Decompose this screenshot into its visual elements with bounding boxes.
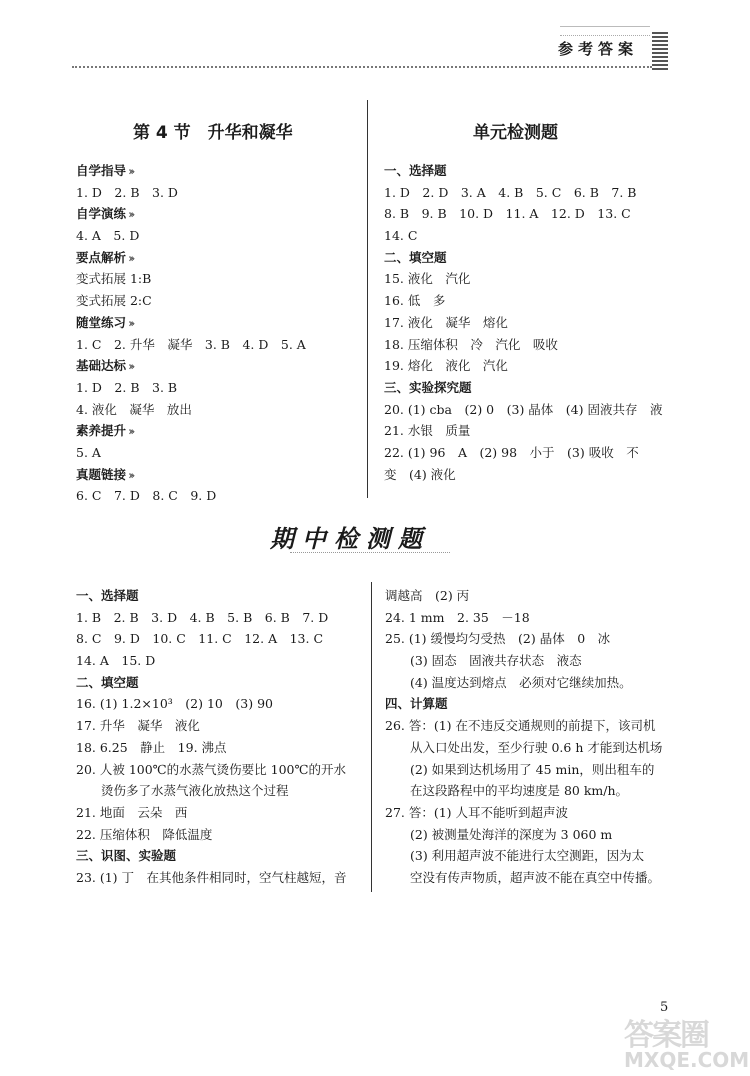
answer-row — [385, 867, 685, 889]
heading-row — [385, 693, 685, 715]
heading-row — [76, 845, 366, 867]
answer-row — [76, 759, 366, 781]
answer-text: 从入口处出发，至少行驶 0.6 h 才能到达机场 — [385, 739, 663, 755]
answer-text: 24. 1 mm 2. 35 －18 — [385, 609, 530, 625]
heading-text: 一、选择题 — [384, 163, 447, 178]
heading-row — [76, 585, 366, 607]
answer-row — [76, 693, 366, 715]
heading-text: 二、填空题 — [384, 249, 447, 265]
answer-text: 20. 人被 100℃的水蒸气烫伤要比 100℃的开水 — [76, 761, 346, 777]
answer-row — [76, 737, 366, 759]
answer-row — [384, 290, 684, 312]
answer-row — [76, 290, 361, 312]
bottom-column-divider — [371, 582, 372, 892]
answer-row — [385, 650, 685, 672]
answer-row — [385, 737, 685, 759]
heading-row — [76, 672, 366, 694]
answer-row — [385, 585, 685, 607]
heading-row — [76, 464, 361, 486]
answer-text: 16. (1) 1.2×10³ (2) 10 (3) 90 — [76, 696, 273, 712]
answer-row — [384, 225, 684, 247]
site-watermark-logo — [624, 1010, 750, 1070]
answer-text: 22. 压缩体积 降低温度 — [76, 826, 213, 842]
answer-row — [385, 824, 685, 846]
answer-text: (3) 利用超声波不能进行太空测距，因为太 — [385, 848, 645, 864]
answer-row — [384, 442, 684, 464]
answer-row — [385, 759, 685, 781]
answer-text: 4. 液化 凝华 放出 — [76, 401, 192, 417]
heading-text: 二、填空题 — [76, 674, 139, 690]
answer-row — [76, 334, 361, 356]
heading-text: 自学演练 — [76, 206, 127, 222]
heading-row — [384, 377, 684, 399]
section-right-answers — [384, 160, 684, 485]
top-column-divider — [367, 100, 368, 498]
heading-row — [76, 160, 361, 182]
chevron-icon: ››› — [128, 425, 133, 439]
answer-row — [385, 672, 685, 694]
answer-text: 18. 压缩体积 冷 汽化 吸收 — [384, 336, 558, 352]
answer-text: 1. B 2. B 3. D 4. B 5. B 6. B 7. D — [76, 609, 329, 625]
answer-row — [384, 312, 684, 334]
answer-text: 17. 液化 凝华 熔化 — [384, 314, 508, 330]
answer-text: (2) 被测量处海洋的深度为 3 060 m — [385, 826, 613, 842]
answer-text: 14. A 15. D — [76, 653, 156, 669]
answer-row — [76, 442, 361, 464]
heading-text: 随堂练习 — [76, 314, 127, 330]
answer-text: 19. 熔化 液化 汽化 — [384, 358, 508, 374]
answer-text: (4) 温度达到熔点 必须对它继续加热。 — [385, 674, 632, 690]
chevron-icon: ››› — [128, 208, 133, 222]
answer-text: 23. (1) 丁 在其他条件相同时，空气柱越短，音 — [76, 869, 347, 885]
heading-text: 一、选择题 — [76, 588, 139, 603]
answer-text: 1. D 2. D 3. A 4. B 5. C 6. B 7. B — [384, 184, 637, 200]
answer-row — [385, 845, 685, 867]
answer-text: (2) 如果到达机场用了 45 min，则出租车的 — [385, 761, 655, 777]
heading-text: 素养提升 — [76, 423, 127, 439]
answer-text: 4. A 5. D — [76, 228, 140, 244]
answer-text: 27. 答：(1) 人耳不能听到超声波 — [385, 804, 569, 820]
header-decoration — [560, 26, 650, 36]
heading-text: 基础达标 — [76, 358, 127, 374]
heading-text: 三、实验探究题 — [384, 379, 472, 395]
answer-row — [76, 182, 361, 204]
answer-row — [384, 420, 684, 442]
answer-row — [384, 182, 684, 204]
answer-text: 变 (4) 液化 — [384, 466, 456, 482]
answer-text: 调越高 (2) 丙 — [385, 588, 470, 603]
answer-text: 8. C 9. D 10. C 11. C 12. A 13. C — [76, 631, 324, 647]
section-title-right: 单元检测题 — [473, 123, 558, 143]
answer-text: 5. A — [76, 444, 101, 460]
answer-row — [76, 377, 361, 399]
heading-text: 真题链接 — [76, 466, 127, 482]
answer-text: 变式拓展 2:C — [76, 293, 152, 309]
heading-text: 要点解析 — [76, 249, 127, 265]
answer-row — [76, 802, 366, 824]
answer-text: 烫伤多了水蒸气液化放热这个过程 — [76, 783, 289, 799]
header-dotted-rule — [72, 66, 652, 68]
chevron-icon: ››› — [128, 316, 133, 330]
heading-row — [76, 420, 361, 442]
answer-row — [76, 225, 361, 247]
answer-text: 15. 液化 汽化 — [384, 271, 471, 287]
answer-row — [76, 628, 366, 650]
heading-row — [76, 247, 361, 269]
answer-row — [384, 334, 684, 356]
heading-row — [76, 355, 361, 377]
answer-text: 1. C 2. 升华 凝华 3. B 4. D 5. A — [76, 336, 306, 352]
answer-row — [385, 607, 685, 629]
answer-text: 6. C 7. D 8. C 9. D — [76, 488, 217, 504]
answer-text: 25. (1) 缓慢均匀受热 (2) 晶体 0 冰 — [385, 631, 611, 647]
answer-text: (3) 固态 固液共存状态 液态 — [385, 653, 582, 669]
heading-row — [76, 203, 361, 225]
answer-text: 变式拓展 1:B — [76, 271, 152, 287]
answer-text: 在这段路程中的平均速度是 80 km/h。 — [385, 783, 629, 799]
answer-row — [76, 780, 366, 802]
answer-row — [76, 268, 361, 290]
answer-text: 20. (1) cba (2) 0 (3) 晶体 (4) 固液共存 液 — [384, 401, 663, 417]
answer-row — [76, 607, 366, 629]
answer-row — [384, 464, 684, 486]
answer-text: 22. (1) 96 A (2) 98 小于 (3) 吸收 不 — [384, 444, 639, 460]
chevron-icon: ››› — [128, 251, 133, 265]
answer-row — [384, 203, 684, 225]
answer-row — [384, 399, 684, 421]
answer-text: 空没有传声物质，超声波不能在真空中传播。 — [385, 869, 661, 885]
answer-row — [76, 824, 366, 846]
answer-row — [76, 715, 366, 737]
answer-text: 1. D 2. B 3. D — [76, 184, 178, 200]
answer-row — [76, 867, 366, 889]
answer-text: 8. B 9. B 10. D 11. A 12. D 13. C — [384, 206, 631, 222]
midterm-title-underline — [290, 552, 450, 559]
answer-row — [385, 780, 685, 802]
heading-text: 自学指导 — [76, 163, 127, 178]
answer-text: 18. 6.25 静止 19. 沸点 — [76, 739, 227, 755]
answer-text: 16. 低 多 — [384, 293, 446, 309]
answer-text: 21. 地面 云朵 西 — [76, 804, 188, 820]
heading-text: 四、计算题 — [385, 696, 448, 712]
answer-row — [385, 628, 685, 650]
answer-text: 26. 答：(1) 在不违反交通规则的前提下，该司机 — [385, 718, 656, 734]
heading-text: 三、识图、实验题 — [76, 848, 177, 864]
heading-row — [384, 160, 684, 182]
answer-row — [76, 650, 366, 672]
answer-text: 1. D 2. B 3. B — [76, 379, 178, 395]
answer-text: 14. C — [384, 228, 418, 244]
midterm-title: 期中检测题 — [270, 524, 430, 553]
answer-row — [76, 485, 361, 507]
heading-row — [76, 312, 361, 334]
watermark-text-bottom: MXQE.COM — [624, 1048, 750, 1072]
answer-text: 17. 升华 凝华 液化 — [76, 718, 200, 734]
answer-row — [384, 268, 684, 290]
chevron-icon: ››› — [128, 468, 133, 482]
midterm-right-answers — [385, 585, 685, 889]
answer-row — [76, 399, 361, 421]
chevron-icon: ››› — [128, 165, 133, 178]
midterm-left-answers — [76, 585, 366, 889]
page-number: 5 — [660, 1000, 669, 1015]
answer-row — [384, 355, 684, 377]
answer-row — [385, 715, 685, 737]
section-left-answers — [76, 160, 361, 507]
header-title: 参考答案 — [558, 40, 639, 58]
header-stripe-ornament — [652, 30, 668, 70]
answer-row — [385, 802, 685, 824]
section-title-left: 第 4 节 升华和凝华 — [133, 123, 293, 143]
watermark-text-top: 答案圈 — [624, 1018, 708, 1053]
chevron-icon: ››› — [128, 360, 133, 374]
heading-row — [384, 247, 684, 269]
answer-text: 21. 水银 质量 — [384, 423, 471, 439]
